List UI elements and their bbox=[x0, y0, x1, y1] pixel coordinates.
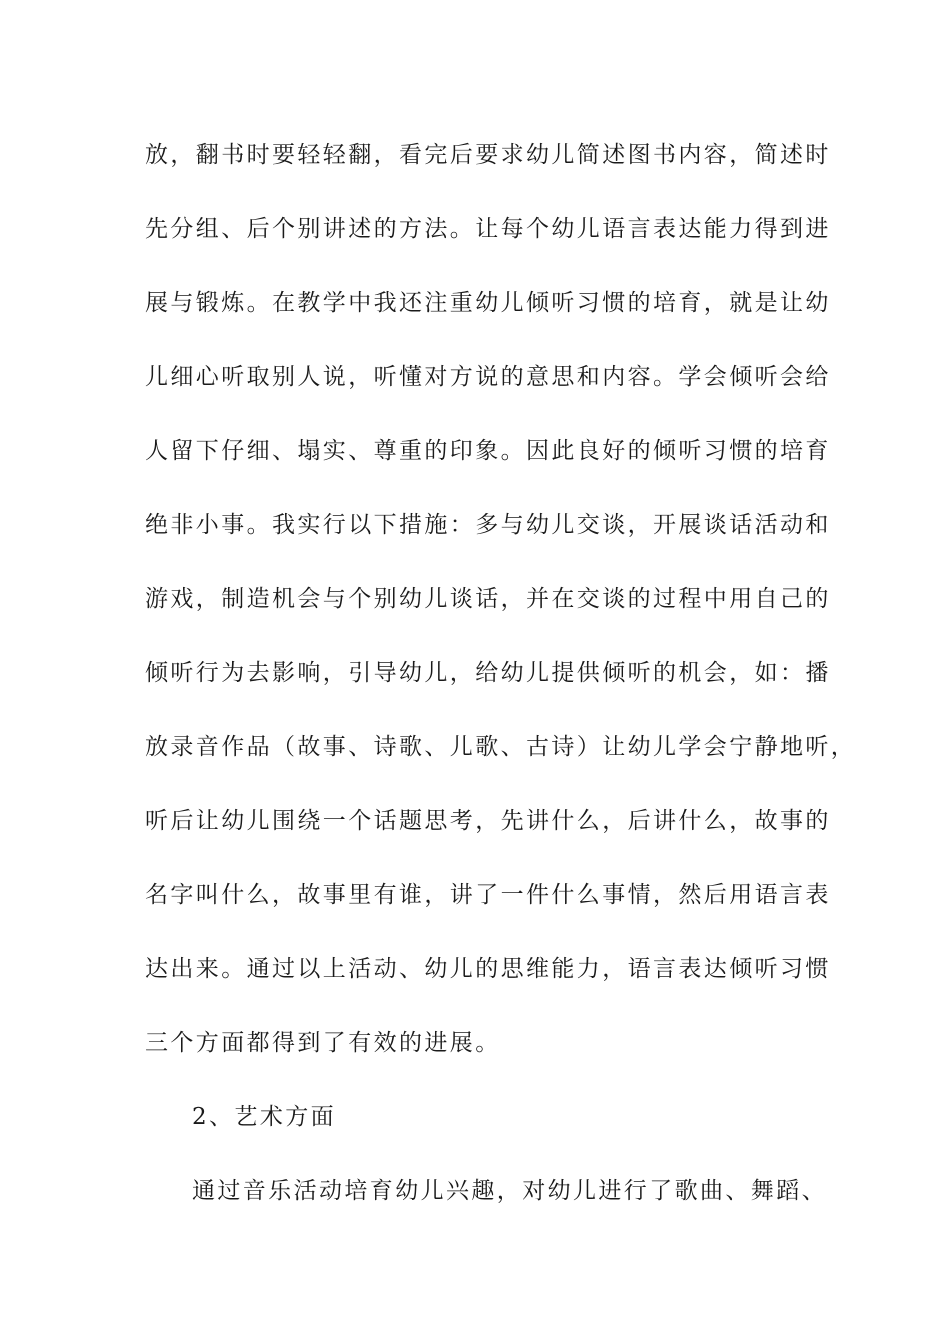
body-text-line: 展与锻炼。在教学中我还注重幼儿倾听习惯的培育，就是让幼 bbox=[145, 290, 831, 316]
body-text-line: 三个方面都得到了有效的进展。 bbox=[145, 1030, 501, 1056]
body-text-line: 名字叫什么，故事里有谁，讲了一件什么事情，然后用语言表 bbox=[145, 882, 831, 908]
body-text-line: 达出来。通过以上活动、幼儿的思维能力，语言表达倾听习惯 bbox=[145, 956, 831, 982]
section-heading: 2、艺术方面 bbox=[192, 1104, 337, 1130]
body-text-line: 游戏，制造机会与个别幼儿谈话，并在交谈的过程中用自己的 bbox=[145, 586, 831, 612]
body-text-line: 通过音乐活动培育幼儿兴趣，对幼儿进行了歌曲、舞蹈、 bbox=[192, 1178, 827, 1204]
body-text-line: 倾听行为去影响，引导幼儿，给幼儿提供倾听的机会，如：播 bbox=[145, 660, 831, 686]
body-text-line: 儿细心听取别人说，听懂对方说的意思和内容。学会倾听会给 bbox=[145, 364, 831, 390]
body-text-line: 绝非小事。我实行以下措施：多与幼儿交谈，开展谈话活动和 bbox=[145, 512, 831, 538]
body-text-line: 听后让幼儿围绕一个话题思考，先讲什么，后讲什么，故事的 bbox=[145, 808, 831, 834]
body-text-line: 人留下仔细、塌实、尊重的印象。因此良好的倾听习惯的培育 bbox=[145, 438, 831, 464]
body-text-line: 放录音作品（故事、诗歌、儿歌、古诗）让幼儿学会宁静地听， bbox=[145, 734, 857, 760]
body-text-line: 放，翻书时要轻轻翻，看完后要求幼儿简述图书内容，简述时 bbox=[145, 142, 831, 168]
body-text-line: 先分组、后个别讲述的方法。让每个幼儿语言表达能力得到进 bbox=[145, 216, 831, 242]
